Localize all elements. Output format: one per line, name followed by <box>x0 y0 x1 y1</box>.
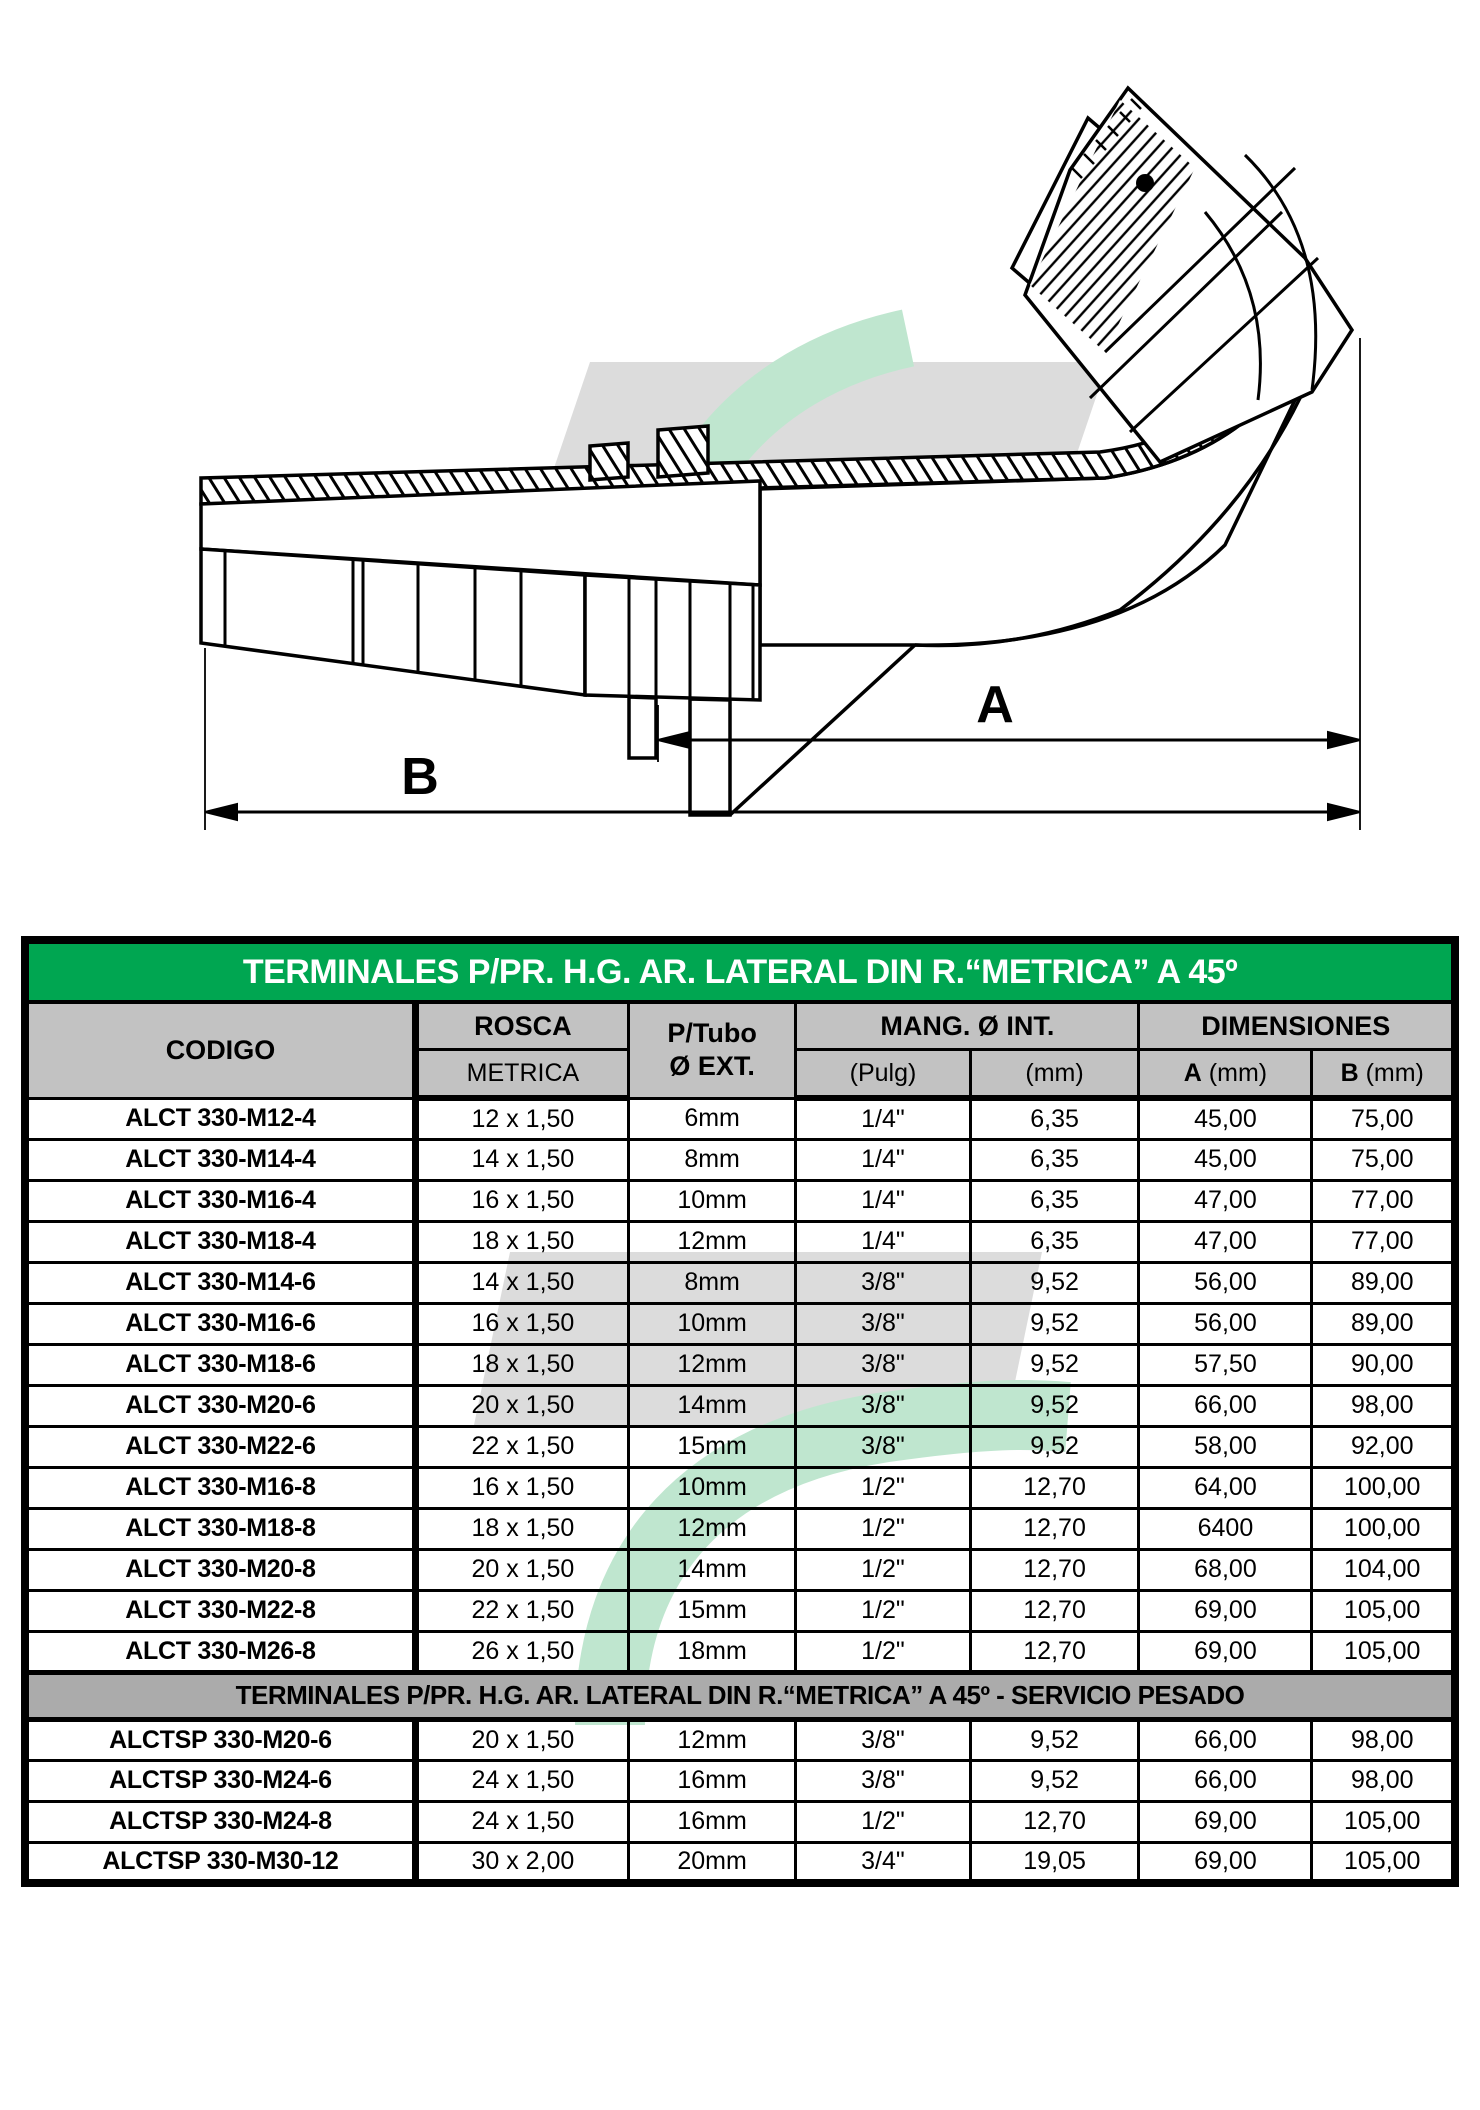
mm-cell: 9,52 <box>970 1385 1139 1426</box>
a-cell: 69,00 <box>1139 1842 1312 1883</box>
tubo-cell: 18mm <box>628 1631 795 1672</box>
codigo-cell: ALCT 330-M18-8 <box>25 1508 415 1549</box>
b-cell: 89,00 <box>1312 1303 1455 1344</box>
codigo-cell: ALCTSP 330-M24-6 <box>25 1760 415 1801</box>
a-cell: 47,00 <box>1139 1221 1312 1262</box>
tubo-cell: 15mm <box>628 1426 795 1467</box>
pulg-cell: 3/8" <box>796 1385 970 1426</box>
b-cell: 77,00 <box>1312 1180 1455 1221</box>
a-cell: 69,00 <box>1139 1801 1312 1842</box>
a-cell: 66,00 <box>1139 1760 1312 1801</box>
col-header-rosca: ROSCA <box>415 1002 628 1050</box>
table-row <box>25 1180 1455 1221</box>
tubo-cell: 12mm <box>628 1508 795 1549</box>
b-cell: 98,00 <box>1312 1760 1455 1801</box>
mm-cell: 12,70 <box>970 1590 1139 1631</box>
b-cell: 98,00 <box>1312 1385 1455 1426</box>
mm-cell: 9,52 <box>970 1303 1139 1344</box>
mm-cell: 12,70 <box>970 1467 1139 1508</box>
a-cell: 47,00 <box>1139 1180 1312 1221</box>
mm-cell: 12,70 <box>970 1549 1139 1590</box>
a-cell: 64,00 <box>1139 1467 1312 1508</box>
a-cell: 66,00 <box>1139 1385 1312 1426</box>
a-cell: 57,50 <box>1139 1344 1312 1385</box>
codigo-cell: ALCTSP 330-M30-12 <box>25 1842 415 1883</box>
tubo-cell: 16mm <box>628 1760 795 1801</box>
b-cell: 98,00 <box>1312 1719 1455 1760</box>
tubo-cell: 20mm <box>628 1842 795 1883</box>
rosca-cell: 18 x 1,50 <box>415 1344 628 1385</box>
table-row <box>25 1385 1455 1426</box>
table-row <box>25 1842 1455 1883</box>
col-header-b-mm: B (mm) <box>1312 1050 1455 1099</box>
codigo-cell: ALCT 330-M22-6 <box>25 1426 415 1467</box>
codigo-cell: ALCT 330-M16-4 <box>25 1180 415 1221</box>
rosca-cell: 20 x 1,50 <box>415 1549 628 1590</box>
b-cell: 104,00 <box>1312 1549 1455 1590</box>
ptubo-line1: P/Tubo <box>667 1017 757 1048</box>
mm-cell: 19,05 <box>970 1842 1139 1883</box>
rosca-cell: 14 x 1,50 <box>415 1262 628 1303</box>
pulg-cell: 1/2" <box>796 1590 970 1631</box>
pulg-cell: 3/8" <box>796 1719 970 1760</box>
b-cell: 77,00 <box>1312 1221 1455 1262</box>
codigo-cell: ALCT 330-M20-8 <box>25 1549 415 1590</box>
a-cell: 45,00 <box>1139 1098 1312 1139</box>
rosca-cell: 16 x 1,50 <box>415 1467 628 1508</box>
col-header-mang: MANG. Ø INT. <box>796 1002 1139 1050</box>
mm-cell: 9,52 <box>970 1262 1139 1303</box>
tubo-cell: 6mm <box>628 1098 795 1139</box>
rosca-cell: 14 x 1,50 <box>415 1139 628 1180</box>
rosca-cell: 24 x 1,50 <box>415 1801 628 1842</box>
table-row <box>25 1801 1455 1842</box>
sp-section-header-row <box>25 1672 1455 1719</box>
codigo-cell: ALCT 330-M14-6 <box>25 1262 415 1303</box>
pulg-cell: 1/4" <box>796 1139 970 1180</box>
table-row <box>25 1719 1455 1760</box>
a-cell: 68,00 <box>1139 1549 1312 1590</box>
pulg-cell: 3/4" <box>796 1842 970 1883</box>
b-cell: 105,00 <box>1312 1631 1455 1672</box>
a-cell: 66,00 <box>1139 1719 1312 1760</box>
table-title-row <box>25 940 1455 1002</box>
tubo-cell: 8mm <box>628 1262 795 1303</box>
col-header-dimensiones: DIMENSIONES <box>1139 1002 1455 1050</box>
dim-a-label: A <box>976 676 1014 734</box>
codigo-cell: ALCT 330-M18-6 <box>25 1344 415 1385</box>
rosca-cell: 16 x 1,50 <box>415 1303 628 1344</box>
tubo-cell: 14mm <box>628 1549 795 1590</box>
pulg-cell: 3/8" <box>796 1426 970 1467</box>
table-row <box>25 1262 1455 1303</box>
tubo-cell: 10mm <box>628 1303 795 1344</box>
b-cell: 89,00 <box>1312 1262 1455 1303</box>
tubo-cell: 10mm <box>628 1180 795 1221</box>
rosca-cell: 18 x 1,50 <box>415 1508 628 1549</box>
b-cell: 100,00 <box>1312 1508 1455 1549</box>
tubo-cell: 15mm <box>628 1590 795 1631</box>
rosca-cell: 24 x 1,50 <box>415 1760 628 1801</box>
table-row <box>25 1344 1455 1385</box>
b-cell: 92,00 <box>1312 1426 1455 1467</box>
col-header-mm: (mm) <box>970 1050 1139 1099</box>
mm-cell: 6,35 <box>970 1180 1139 1221</box>
dim-b-label: B <box>401 748 439 806</box>
table-row <box>25 1426 1455 1467</box>
sp-section <box>25 1672 1455 1719</box>
pulg-cell: 3/8" <box>796 1262 970 1303</box>
tubo-cell: 16mm <box>628 1801 795 1842</box>
spec-table <box>21 936 1459 1887</box>
mm-cell: 9,52 <box>970 1760 1139 1801</box>
rosca-cell: 20 x 1,50 <box>415 1385 628 1426</box>
mm-cell: 9,52 <box>970 1426 1139 1467</box>
a-cell: 56,00 <box>1139 1303 1312 1344</box>
mm-cell: 12,70 <box>970 1631 1139 1672</box>
rosca-cell: 16 x 1,50 <box>415 1180 628 1221</box>
col-header-metrica: METRICA <box>415 1050 628 1099</box>
rosca-cell: 22 x 1,50 <box>415 1590 628 1631</box>
codigo-cell: ALCTSP 330-M20-6 <box>25 1719 415 1760</box>
pulg-cell: 1/4" <box>796 1221 970 1262</box>
codigo-cell: ALCT 330-M18-4 <box>25 1221 415 1262</box>
tubo-cell: 12mm <box>628 1221 795 1262</box>
table-row <box>25 1303 1455 1344</box>
a-cell: 56,00 <box>1139 1262 1312 1303</box>
codigo-cell: ALCTSP 330-M24-8 <box>25 1801 415 1842</box>
table-row <box>25 1760 1455 1801</box>
pulg-cell: 1/2" <box>796 1801 970 1842</box>
mm-cell: 12,70 <box>970 1508 1139 1549</box>
sp-section-title: TERMINALES P/PR. H.G. AR. LATERAL DIN R.“METRICA” A 45º - SERVICIO PESADO <box>25 1672 1455 1719</box>
codigo-cell: ALCT 330-M16-6 <box>25 1303 415 1344</box>
pulg-cell: 3/8" <box>796 1344 970 1385</box>
table-row <box>25 1590 1455 1631</box>
pulg-cell: 3/8" <box>796 1760 970 1801</box>
pulg-cell: 1/2" <box>796 1549 970 1590</box>
spec-table-header <box>25 940 1455 1098</box>
mm-cell: 9,52 <box>970 1344 1139 1385</box>
a-cell: 69,00 <box>1139 1631 1312 1672</box>
rosca-cell: 12 x 1,50 <box>415 1098 628 1139</box>
spec-table-body <box>25 1098 1455 1672</box>
b-cell: 90,00 <box>1312 1344 1455 1385</box>
a-cell: 58,00 <box>1139 1426 1312 1467</box>
codigo-cell: ALCT 330-M12-4 <box>25 1098 415 1139</box>
mm-cell: 6,35 <box>970 1139 1139 1180</box>
table-title: TERMINALES P/PR. H.G. AR. LATERAL DIN R.“METRICA” A 45º <box>25 940 1455 1002</box>
b-cell: 100,00 <box>1312 1467 1455 1508</box>
spec-table-wrap <box>21 936 1459 1887</box>
codigo-cell: ALCT 330-M26-8 <box>25 1631 415 1672</box>
mm-cell: 6,35 <box>970 1221 1139 1262</box>
pulg-cell: 3/8" <box>796 1303 970 1344</box>
mm-cell: 9,52 <box>970 1719 1139 1760</box>
pulg-cell: 1/4" <box>796 1098 970 1139</box>
codigo-cell: ALCT 330-M14-4 <box>25 1139 415 1180</box>
tubo-cell: 12mm <box>628 1344 795 1385</box>
codigo-cell: ALCT 330-M16-8 <box>25 1467 415 1508</box>
rosca-cell: 26 x 1,50 <box>415 1631 628 1672</box>
ptubo-line2: Ø EXT. <box>669 1051 755 1082</box>
pulg-cell: 1/2" <box>796 1467 970 1508</box>
a-cell: 69,00 <box>1139 1590 1312 1631</box>
rosca-cell: 30 x 2,00 <box>415 1842 628 1883</box>
col-header-pulg: (Pulg) <box>796 1050 970 1099</box>
sp-table-body <box>25 1719 1455 1883</box>
b-cell: 105,00 <box>1312 1842 1455 1883</box>
rosca-cell: 22 x 1,50 <box>415 1426 628 1467</box>
b-cell: 75,00 <box>1312 1098 1455 1139</box>
tubo-cell: 12mm <box>628 1719 795 1760</box>
rosca-cell: 18 x 1,50 <box>415 1221 628 1262</box>
table-row <box>25 1631 1455 1672</box>
col-header-ptubo <box>628 1002 795 1098</box>
table-row <box>25 1221 1455 1262</box>
col-header-a-mm: A (mm) <box>1139 1050 1312 1099</box>
b-cell: 75,00 <box>1312 1139 1455 1180</box>
table-row <box>25 1139 1455 1180</box>
tubo-cell: 10mm <box>628 1467 795 1508</box>
table-row <box>25 1098 1455 1139</box>
table-row <box>25 1508 1455 1549</box>
mm-cell: 6,35 <box>970 1098 1139 1139</box>
b-cell: 105,00 <box>1312 1590 1455 1631</box>
pulg-cell: 1/4" <box>796 1180 970 1221</box>
pulg-cell: 1/2" <box>796 1631 970 1672</box>
mm-cell: 12,70 <box>970 1801 1139 1842</box>
tubo-cell: 14mm <box>628 1385 795 1426</box>
col-header-codigo: CODIGO <box>25 1002 415 1098</box>
codigo-cell: ALCT 330-M22-8 <box>25 1590 415 1631</box>
table-row <box>25 1549 1455 1590</box>
codigo-cell: ALCT 330-M20-6 <box>25 1385 415 1426</box>
a-cell: 6400 <box>1139 1508 1312 1549</box>
pulg-cell: 1/2" <box>796 1508 970 1549</box>
table-row <box>25 1467 1455 1508</box>
a-cell: 45,00 <box>1139 1139 1312 1180</box>
tubo-cell: 8mm <box>628 1139 795 1180</box>
header-row-1 <box>25 1002 1455 1050</box>
b-cell: 105,00 <box>1312 1801 1455 1842</box>
rosca-cell: 20 x 1,50 <box>415 1719 628 1760</box>
